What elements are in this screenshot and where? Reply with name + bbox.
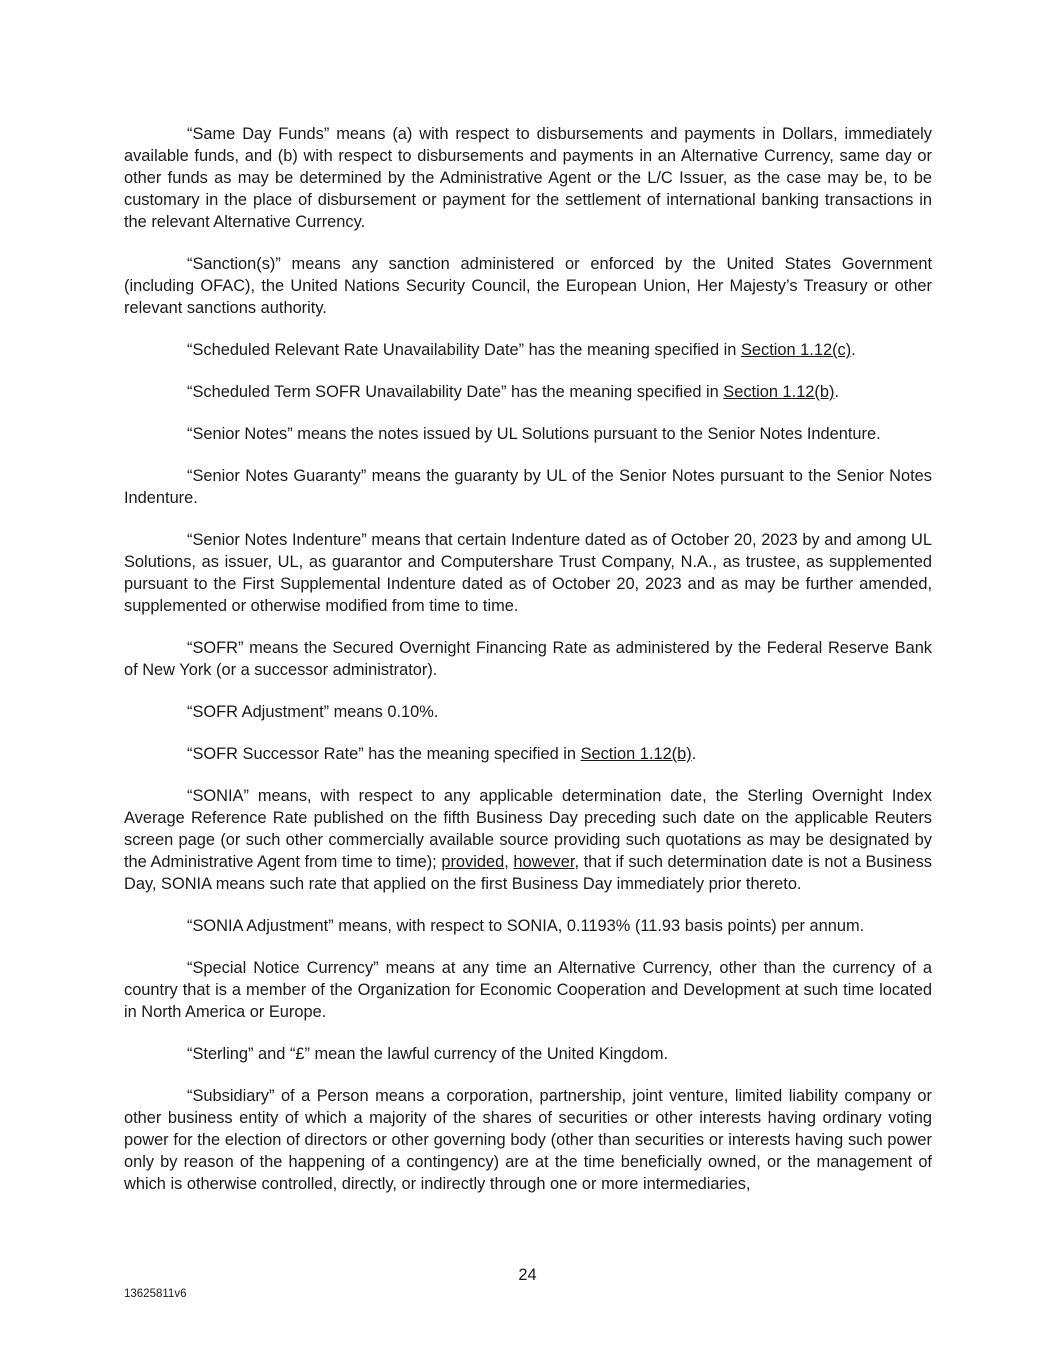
definition-subsidiary: “Subsidiary” of a Person means a corporation, partnership, joint venture, limited liability company or other business entity of which a majority of the shares of securities or other interests having ordinary voting power for the election of directors or other governing body (other than securities or interests having such power only by reason of the happening of a contingency) are at the time beneficially owned, or the management of which is otherwise controlled, directly, or indirectly through one or more intermediaries, [124,1087,932,1193]
definition-same-day-funds: “Same Day Funds” means (a) with respect to disbursements and payments in Dollars, immediately available funds, and (b) with respect to disbursements and payments in an Alternative Currency, same day or other funds as may be determined by the Administrative Agent or the L/C Issuer, as the case may be, to be customary in the place of disbursement or payment for the settlement of international banking transactions in the relevant Alternative Currency. [124,125,932,231]
document-page [124,123,932,1215]
definition-senior-notes: “Senior Notes” means the notes issued by UL Solutions pursuant to the Senior Notes Indenture. [187,425,881,443]
section-reference: Section 1.12(b) [723,383,835,401]
definition-text: . [834,383,840,401]
page-number: 24 [518,1266,537,1284]
definition-text: . [691,745,697,763]
however-term: however [513,853,575,871]
definition-text: “SOFR Successor Rate” has the meaning specified in [187,745,581,763]
definition-sofr-successor-rate [124,743,932,765]
definition-text: , that if such determination date is not a Business Day, SONIA means such rate that applied on the first Business Day immediately prior thereto. [124,853,933,893]
definition-sonia-adjustment: “SONIA Adjustment” means, with respect to SONIA, 0.1193% (11.93 basis points) per annum. [187,917,865,935]
definition-special-notice-currency: “Special Notice Currency” means at any time an Alternative Currency, other than the currency of a country that is a member of the Organization for Economic Cooperation and Development at such time located in North America or Europe. [124,959,932,1021]
definition-text: “Scheduled Relevant Rate Unavailability Date” has the meaning specified in [187,341,741,359]
definition-sanctions: “Sanction(s)” means any sanction administered or enforced by the United States Government (including OFAC), the United Nations Security Council, the European Union, Her Majesty’s Treasury or other relevant sanctions authority. [124,255,932,317]
provided-term: provided [441,853,505,871]
definition-sonia [124,785,932,895]
definition-scheduled-relevant-rate-unavailability-date [124,339,932,361]
definition-sofr: “SOFR” means the Secured Overnight Financing Rate as administered by the Federal Reserve Bank of New York (or a successor administrator). [124,639,932,679]
document-id: 13625811v6 [124,1288,187,1300]
definition-text: , [504,853,514,871]
section-reference: Section 1.12(c) [740,341,852,359]
definition-text: “SONIA” means, with respect to any applicable determination date, the Sterling Overnight Index Average Reference Rate published on the fifth Business Day preceding such date on the applicable Reuters screen page (or such other commercially available source providing such quotations as may be designated by the Administrative Agent from time to time); [124,787,932,871]
definition-text: . [851,341,856,359]
definition-sofr-adjustment: “SOFR Adjustment” means 0.10%. [187,703,439,721]
definition-senior-notes-indenture: “Senior Notes Indenture” means that certain Indenture dated as of October 20, 2023 by and among UL Solutions, as issuer, UL, as guarantor and Computershare Trust Company, N.A., as trustee, as supplemented pursuant to the First Supplemental Indenture dated as of October 20, 2023 and as may be further amended, supplemented or otherwise modified from time to time. [124,531,932,615]
definition-senior-notes-guaranty: “Senior Notes Guaranty” means the guaranty by UL of the Senior Notes pursuant to the Senior Notes Indenture. [124,467,932,507]
definition-text: “Scheduled Term SOFR Unavailability Date” has the meaning specified in [187,383,724,401]
definition-scheduled-term-sofr-unavailability-date [124,381,932,403]
section-reference: Section 1.12(b) [580,745,692,763]
definition-sterling: “Sterling” and “£” mean the lawful currency of the United Kingdom. [187,1045,669,1063]
